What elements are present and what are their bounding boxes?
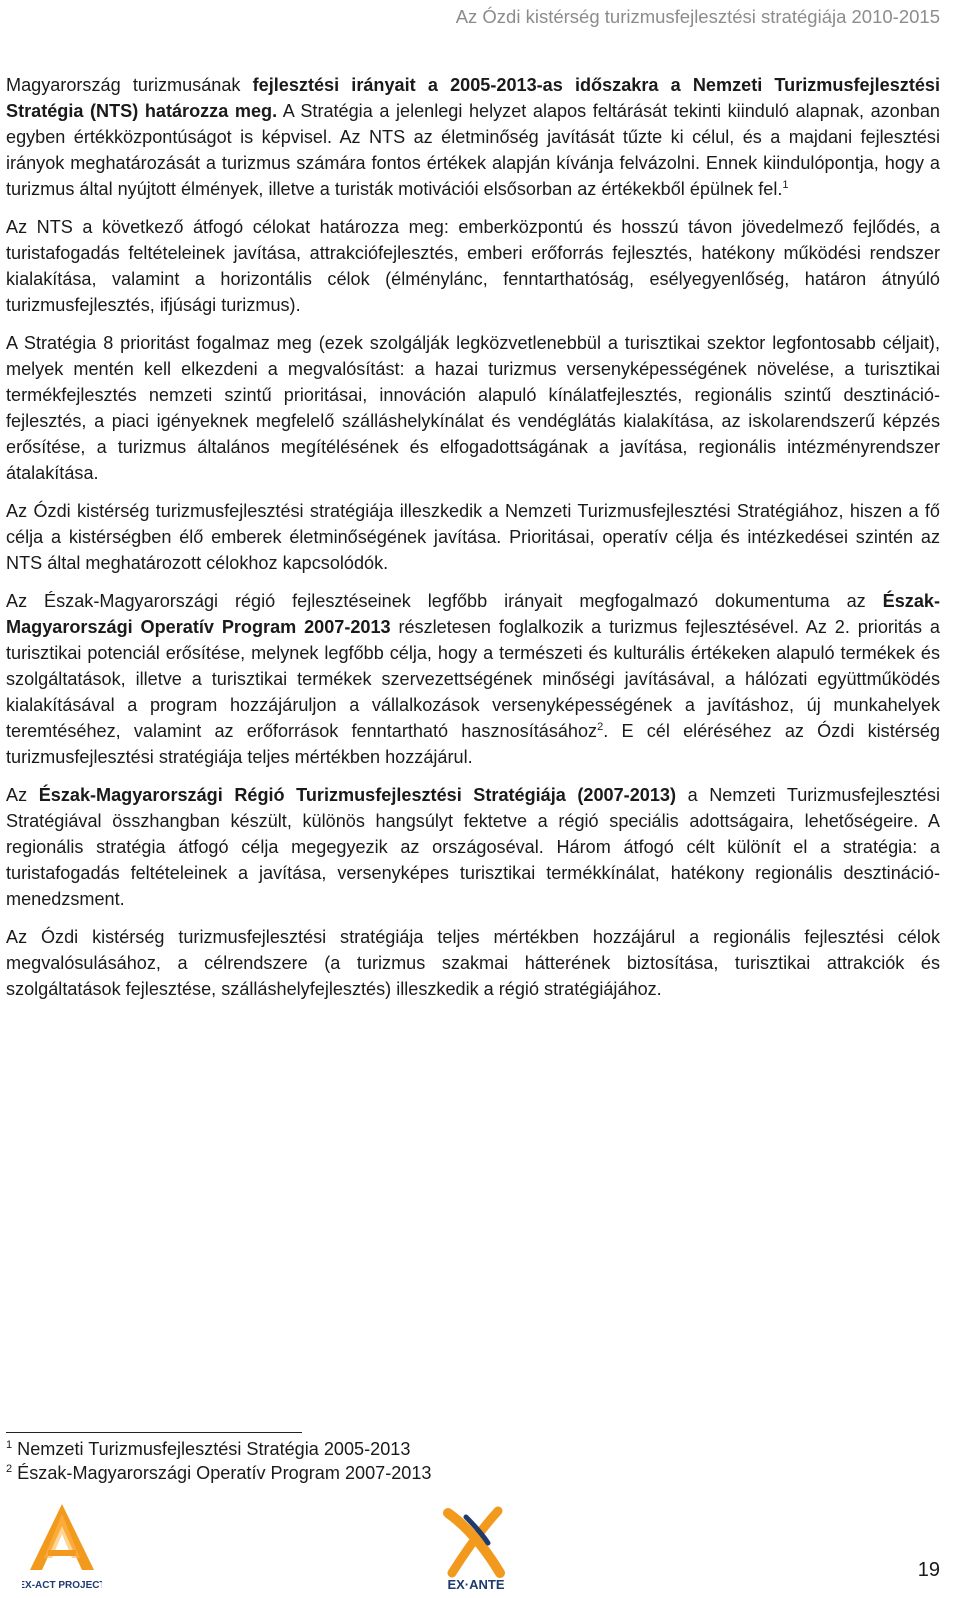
bold-text: Észak-Magyarországi Régió Turizmusfejlesztési Stratégiája (2007-2013) (38, 785, 676, 805)
document-body (6, 72, 940, 1014)
footnote-2 (6, 1461, 432, 1485)
text: részletesen foglalkozik a turizmus fejlesztésével. Az 2. prioritás a turisztikai potenciál erősítése, melynek legfőbb célja, hogy a természeti és kulturális értékeken alapuló termékek és szolgáltatások, illetve a turisztikai termékek szervezettségének minőségi javításával, a hálózati együttműködés kialakításával a program hozzájáruljon a vállalkozások versenyképességének a javításhoz, új munkahelyek teremtéséhez, valamint az erőforrások fenntartható hasznosításához (6, 617, 940, 741)
paragraph-6 (6, 782, 940, 912)
footnote-mark: 1 (6, 1438, 13, 1451)
paragraph-4: Az Ózdi kistérség turizmusfejlesztési stratégiája illeszkedik a Nemzeti Turizmusfejlesztési Stratégiához, hiszen a fő célja a kistérségben élő emberek életminőségének javítása. Prioritásai, operatív célja és intézkedései szintén az NTS által meghatározott célokhoz kapcsolódók. (6, 501, 940, 573)
bold-text: Észak-Magyarországi Operatív Program 2007-2013 (6, 591, 940, 637)
footnotes (6, 1437, 432, 1485)
text: a Nemzeti Turizmusfejlesztési Stratégiával összhangban készült, különös hangsúlyt fektetve a régió speciális adottságaira, lehetőségeire. A regionális stratégia átfogó célja megegyezik az országoséval. Három átfogó célt különít el a stratégia: a turistafogadás feltételeinek a javítása, versenyképes turisztikai termékkínálat, hatékony regionális desztináció-menedzsment. (6, 785, 940, 909)
ex-ante-logo (436, 1503, 516, 1593)
footnote-text: Nemzeti Turizmusfejlesztési Stratégia 2005-2013 (17, 1439, 411, 1459)
footnote-ref: 2 (597, 720, 604, 733)
bold-text: fejlesztési irányait a 2005-2013-as időszakra a Nemzeti Turizmusfejlesztési Stratégia (NTS) határozza meg. (6, 75, 941, 121)
paragraph-7: Az Ózdi kistérség turizmusfejlesztési stratégiája teljes mértékben hozzájárul a regionális fejlesztési célok megvalósulásához, a célrendszere (a turizmus szakmai hátterének biztosítása, turisztikai attrakciók és szolgáltatások fejlesztése, szálláshelyfejlesztés) illeszkedik a régió stratégiájához. (6, 927, 940, 999)
text: A Stratégia a jelenlegi helyzet alapos feltárását tekinti kiinduló alapnak, azonban egyben értékközpontúságot is képvisel. Az NTS az életminőség javítását tűzte ki célul, és a majdani fejlesztési irányok meghatározását a turizmus számára fontos értékek alapján kívánja felvázolni. Ennek kiindulópontja, hogy a turizmus által nyújtott élmények, illetve a turisták motivációi elsősorban az értékekből épülnek fel. (6, 101, 940, 199)
svg-text:EX·ANTE: EX·ANTE (447, 1577, 505, 1592)
svg-text:EX-ACT PROJECT: EX-ACT PROJECT (22, 1580, 102, 1591)
footnote-separator (6, 1432, 302, 1433)
exact-project-logo (22, 1500, 102, 1592)
paragraph-2: Az NTS a következő átfogó célokat határozza meg: emberközpontú és hosszú távon jövedelmező fejlődés, a turistafogadás feltételeinek javítása, attrakciófejlesztés, emberi erőforrás fejlesztés, hatékony működési rendszer kialakítása, valamint a horizontális célok (élménylánc, fenntarthatóság, esélyegyenlőség, határon átnyúló turizmusfejlesztés, ifjúsági turizmus). (6, 217, 940, 315)
running-header: Az Ózdi kistérség turizmusfejlesztési stratégiája 2010-2015 (455, 6, 940, 27)
paragraph-5 (6, 588, 940, 770)
text: . E cél eléréséhez az Ózdi kistérség turizmusfejlesztési stratégiája teljes mértékben hozzájárul. (6, 721, 940, 767)
text: Az (6, 785, 39, 805)
footnote-ref: 1 (782, 178, 789, 191)
paragraph-3: A Stratégia 8 prioritást fogalmaz meg (ezek szolgálják legközvetlenebbül a turisztikai szektor legfontosabb céljait), melyek mentén kell elkezdeni a megvalósítást: a hazai turizmus versenyképességének növelése, a turisztikai termékfejlesztés nemzeti szintű prioritásai, innováción alapuló kínálatfejlesztés, regionális szintű desztináció-fejlesztés, a piaci igényeknek megfelelő szálláshelykínálat és vendéglátás kialakítása, az iskolarendszerű képzés erősítése, a turizmus általános megítélésének és elfogadottságának a javítása, regionális intézményrendszer átalakítása. (6, 333, 940, 483)
text: Magyarország turizmusának (6, 75, 253, 95)
text: Az Észak-Magyarországi régió fejlesztéseinek legfőbb irányait megfogalmazó dokumentuma az (6, 591, 883, 611)
footnote-text: Észak-Magyarországi Operatív Program 2007-2013 (17, 1463, 432, 1483)
paragraph-1 (6, 72, 940, 202)
footnote-1 (6, 1437, 432, 1461)
footnote-mark: 2 (6, 1462, 13, 1475)
page-number: 19 (917, 1559, 940, 1581)
